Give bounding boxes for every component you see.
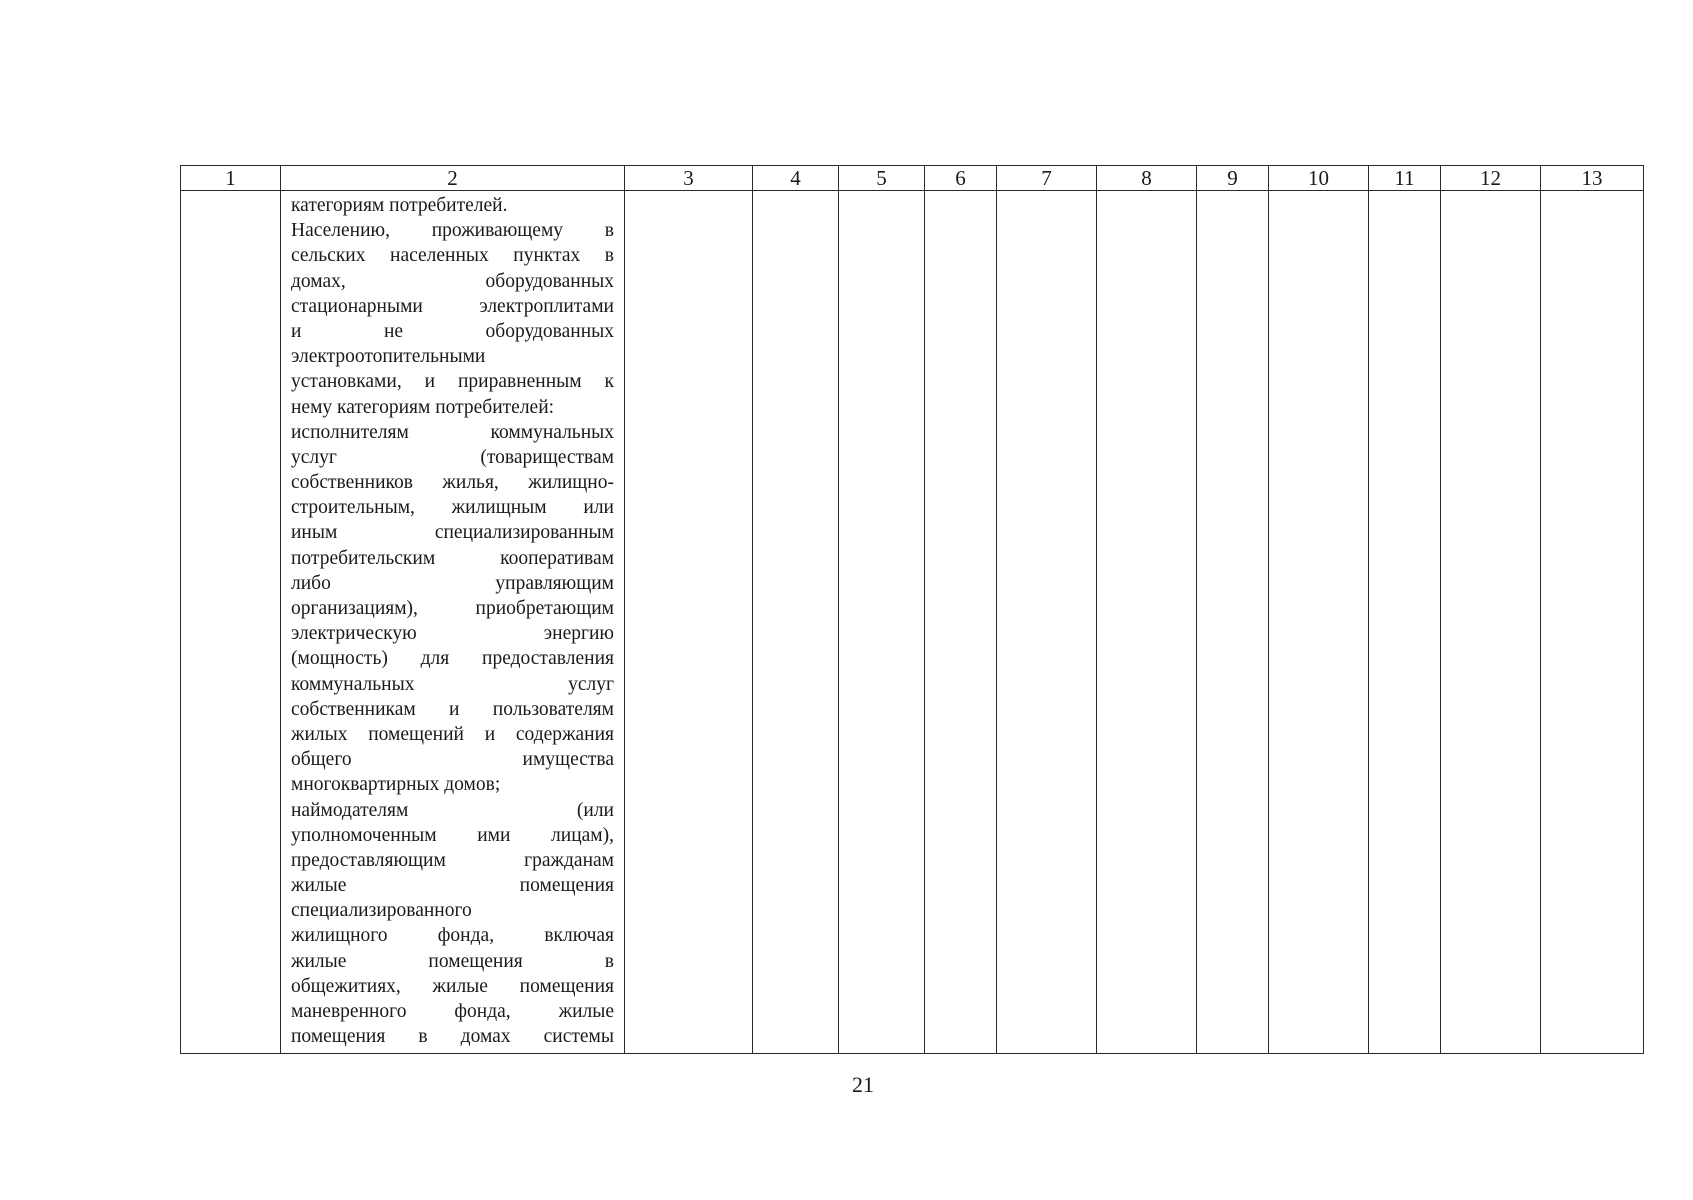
cell-col-7: [997, 191, 1097, 1054]
table-row: [181, 191, 1644, 1054]
cell-col-11: [1369, 191, 1441, 1054]
text-line: либо управляющим: [291, 572, 614, 594]
page-number: 21: [852, 1072, 874, 1097]
text-line: маневренного фонда, жилые: [291, 1001, 614, 1022]
column-header-3: 3: [625, 166, 753, 191]
text-line: категориям потребителей.: [291, 195, 508, 216]
text-line: иным специализированным: [291, 522, 614, 544]
text-line: жилые помещения в: [291, 950, 614, 972]
text-line: Населению, проживающему в: [291, 220, 614, 242]
text-line: установками, и приравненным к: [291, 371, 614, 393]
text-line: и не оборудованных: [291, 320, 614, 342]
text-line: предоставляющим гражданам: [291, 849, 614, 871]
text-line: электроотопительными: [291, 346, 486, 368]
data-table: [180, 165, 1644, 1054]
text-line: собственников жилья, жилищно-: [291, 472, 614, 494]
text-line: сельских населенных пунктах в: [291, 245, 614, 267]
text-line: организациям), приобретающим: [291, 598, 614, 619]
column-header-5: 5: [839, 166, 925, 191]
text-line: домах, оборудованных: [291, 270, 614, 292]
column-header-4: 4: [753, 166, 839, 191]
text-line: многоквартирных домов;: [291, 774, 501, 796]
text-line: жилые помещения: [291, 875, 614, 897]
cell-col-13: [1541, 191, 1644, 1054]
cell-col-5: [839, 191, 925, 1054]
text-line: помещения в домах системы: [291, 1026, 614, 1048]
column-header-2: 2: [281, 166, 625, 191]
text-line: нему категориям потребителей:: [291, 396, 555, 418]
text-line: стационарными электроплитами: [291, 295, 614, 317]
cell-col-6: [925, 191, 997, 1054]
cell-col-12: [1441, 191, 1541, 1054]
text-line: специализированного: [291, 900, 472, 922]
text-line: общежитиях, жилые помещения: [291, 975, 614, 997]
column-header-7: 7: [997, 166, 1097, 191]
column-header-9: 9: [1197, 166, 1269, 191]
text-line: жилищного фонда, включая: [291, 925, 614, 947]
cell-col-2-description: [281, 191, 625, 1054]
column-header-12: 12: [1441, 166, 1541, 191]
cell-col-8: [1097, 191, 1197, 1054]
text-line: уполномоченным ими лицам),: [291, 824, 614, 846]
column-header-8: 8: [1097, 166, 1197, 191]
column-header-6: 6: [925, 166, 997, 191]
text-line: потребительским кооперативам: [291, 547, 614, 569]
text-line: собственникам и пользователям: [291, 698, 614, 720]
text-line: общего имущества: [291, 749, 614, 771]
text-line: коммунальных услуг: [291, 673, 614, 695]
column-header-10: 10: [1269, 166, 1369, 191]
cell-col-9: [1197, 191, 1269, 1054]
text-line: наймодателям (или: [291, 799, 614, 821]
cell-col-4: [753, 191, 839, 1054]
text-line: строительным, жилищным или: [291, 497, 614, 519]
cell-col-1: [181, 191, 281, 1054]
header-row: [181, 166, 1644, 191]
column-header-11: 11: [1369, 166, 1441, 191]
text-line: (мощность) для предоставления: [291, 648, 614, 670]
column-header-1: 1: [181, 166, 281, 191]
column-header-13: 13: [1541, 166, 1644, 191]
cell-col-3: [625, 191, 753, 1054]
text-line: электрическую энергию: [291, 623, 614, 645]
text-line: услуг (товариществам: [291, 446, 614, 468]
text-line: исполнителям коммунальных: [291, 421, 614, 443]
text-line: жилых помещений и содержания: [291, 723, 614, 745]
cell-col-10: [1269, 191, 1369, 1054]
